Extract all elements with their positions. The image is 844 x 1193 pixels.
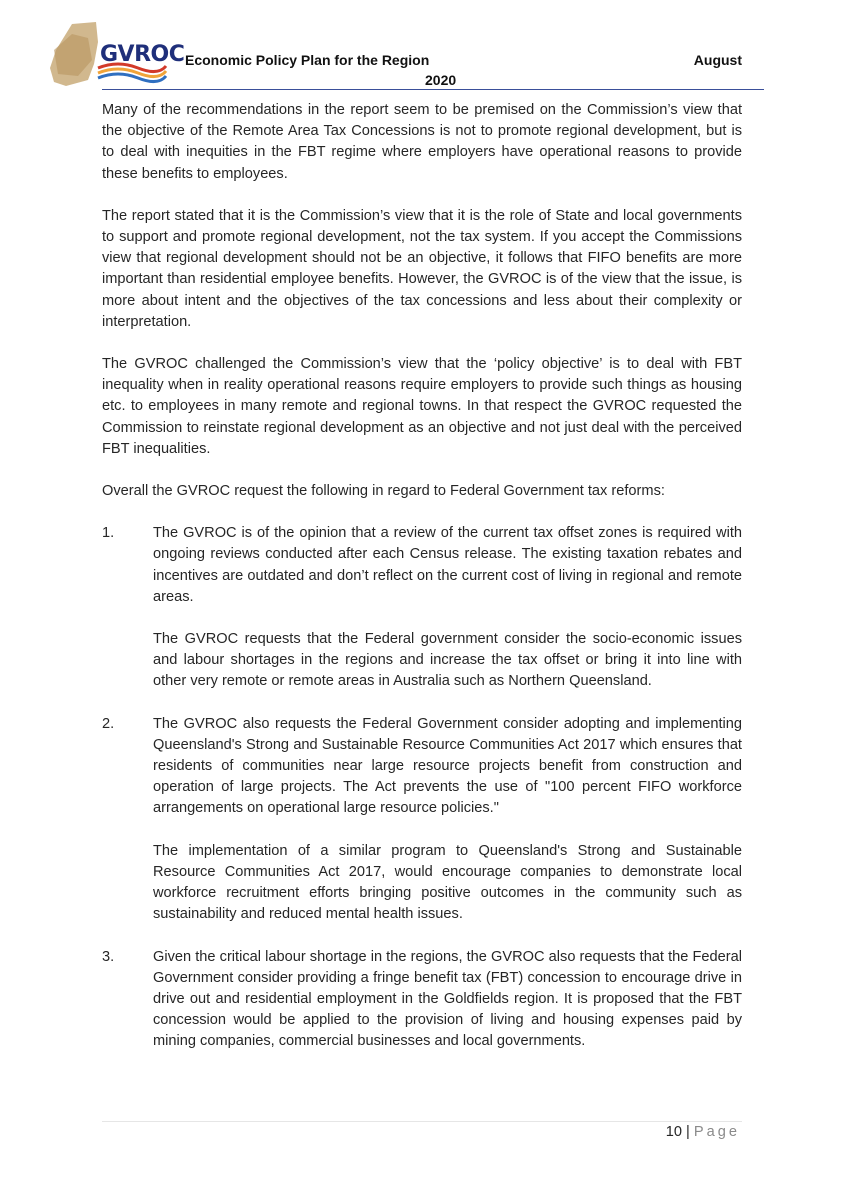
page-body	[102, 100, 742, 1053]
paragraph: Overall the GVROC request the following in regard to Federal Government tax reforms:	[102, 483, 665, 500]
paragraph: Many of the recommendations in the report seem to be premised on the Commission’s view that the objective of the Remote Area Tax Concessions is not to promote regional development, but is to deal with inequities in the FBT regime where employers have operational reasons to provide these benefits to employees.	[102, 102, 742, 182]
list-paragraph: The GVROC requests that the Federal government consider the socio-economic issues and labour shortages in the regions and increase the tax offset or bring it into line with other very remote or remote areas in Australia such as Northern Queensland.	[153, 631, 742, 690]
list-item	[102, 714, 742, 926]
list-paragraph: The GVROC is of the opinion that a review of the current tax offset zones is required with ongoing reviews conducted after each Census release. The existing taxation rebates and incentives are outdated and don’t reflect on the current cost of living in regional and remote areas.	[153, 525, 742, 605]
list-paragraph: The implementation of a similar program to Queensland's Strong and Sustainable Resource Communities Act 2017, would encourage companies to demonstrate local workforce recruitment efforts bringing positive outcomes in the community such as sustainability and reduced mental health issues.	[153, 842, 742, 923]
list-number: 3.	[102, 948, 115, 965]
paragraph: The report stated that it is the Commission’s view that it is the role of State and local governments to support and promote regional development, not the tax system. If you accept the Commissions view that regional development should not be an objective, it follows that FIFO benefits are more important than residential employee benefits. However, the GVROC is of the view that the issue, is more about intent and the objectives of the tax concessions and less about their complexity or interpretation.	[102, 207, 742, 330]
list-paragraph: Given the critical labour shortage in the regions, the GVROC also requests that the Federal Government consider providing a fringe benefit tax (FBT) concession to encourage drive in drive out and residential employment in the Goldfields region. It is proposed that the FBT concession would be applied to the provision of living and housing expenses paid by mining companies, commercial businesses and local governments.	[153, 948, 742, 1050]
logo-text: GVROC	[100, 42, 185, 67]
list-number: 2.	[102, 715, 115, 732]
page-number: 10	[665, 1124, 682, 1140]
footer-divider	[102, 1121, 742, 1122]
list-paragraph: The GVROC also requests the Federal Government consider adopting and implementing Queensland's Strong and Sustainable Resource Communities Act 2017 which ensures that residents of communities near large resource projects benefit from construction and operation of large projects. The Act prevents the use of "100 percent FIFO workforce arrangements on operational large resource policies."	[153, 715, 742, 817]
footer-separator: |	[686, 1124, 690, 1140]
page-footer	[666, 1124, 740, 1140]
paragraph: The GVROC challenged the Commission’s view that the ‘policy objective’ is to deal with FBT inequality when in reality operational reasons require employers to provide such things as housing etc. to employees in many remote and regional towns. In that respect the GVROC requested the Commission to reinstate regional development as an objective and not just deal with the perceived FBT inequalities.	[102, 356, 742, 457]
header-divider	[102, 89, 764, 90]
page-header	[48, 20, 764, 90]
list-item	[102, 947, 742, 1053]
list-number: 1.	[102, 525, 115, 542]
document-year: 2020	[425, 72, 457, 88]
page-label: Page	[693, 1124, 740, 1140]
list-item	[102, 523, 742, 692]
document-month: August	[693, 52, 742, 68]
document-title: Economic Policy Plan for the Region	[185, 52, 430, 68]
